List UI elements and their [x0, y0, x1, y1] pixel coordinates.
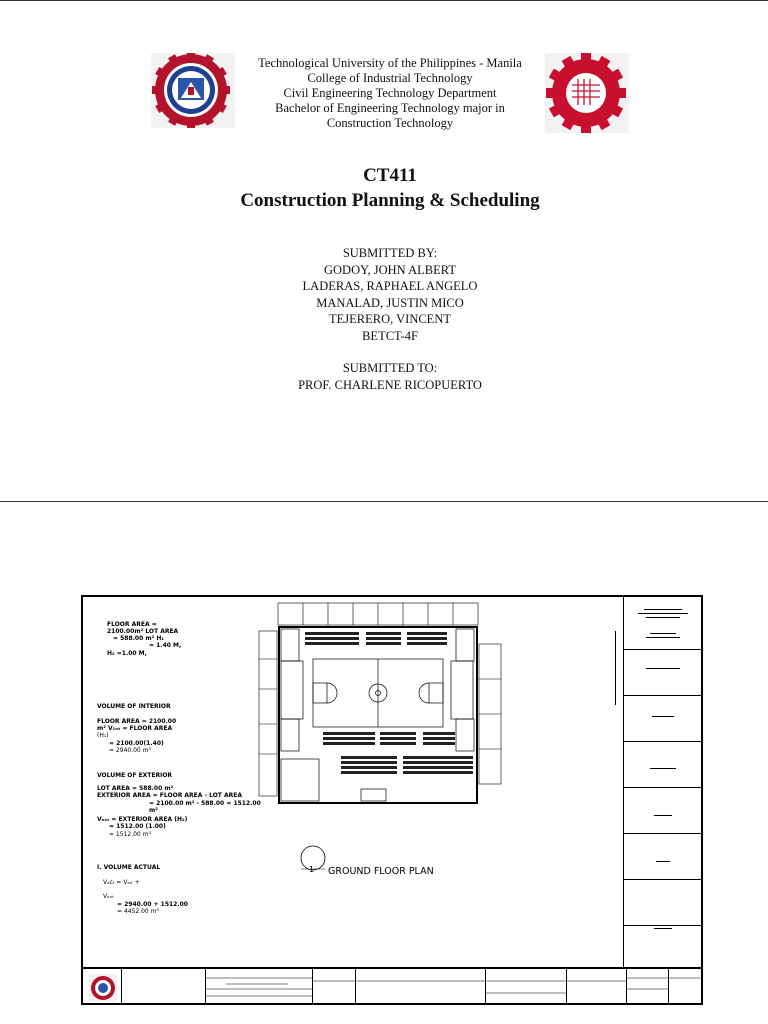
calc-text: = 588.00 m² H₁ — [113, 635, 164, 642]
department-name: Civil Engineering Technology Department — [283, 86, 497, 100]
submitted-to-label: SUBMITTED TO: — [342, 361, 438, 375]
plan-number: 1 — [309, 865, 315, 874]
calc-text: = 1.40 M, — [149, 642, 182, 649]
submitted-to-block — [0, 360, 768, 393]
calc-text: Vₐcₜ = Vᵢₙₜ + — [103, 879, 140, 886]
institution-header — [240, 56, 540, 131]
calc-text: H₂ =1.00 M, — [107, 650, 147, 657]
calc-text: m² V₁ₙₜ = FLOOR AREA — [97, 725, 173, 732]
calc-text: 2100.00m² LOT AREA — [107, 628, 179, 635]
calc-text: = 2940.00 + 1512.00 — [117, 901, 188, 908]
member-name: GODOY, JOHN ALBERT — [323, 262, 456, 277]
professor-name: PROF. CHARLENE RICOPUERTO — [298, 377, 482, 392]
calc-text: = 2940.00 m³ — [109, 747, 151, 754]
submitted-by-block — [0, 245, 768, 344]
submitted-by-label: SUBMITTED BY: — [342, 246, 438, 260]
divider-line — [615, 631, 616, 705]
calc-text: m² — [149, 807, 158, 814]
tup-manila-seal-icon — [151, 53, 235, 128]
strip-lines — [83, 969, 701, 1005]
calc-text: Vₑₓₜ — [103, 893, 115, 900]
title-block-marks — [624, 597, 702, 967]
page-divider — [0, 501, 768, 502]
college-name: College of Industrial Technology — [307, 71, 473, 85]
calc-text: = 1512.00 (1.00) — [109, 823, 166, 830]
member-name: LADERAS, RAPHAEL ANGELO — [302, 279, 478, 293]
calc-heading: VOLUME OF INTERIOR — [97, 703, 171, 710]
drawing-sheet — [81, 595, 703, 1005]
program-line-1: Bachelor of Engineering Technology major in — [275, 101, 505, 115]
calc-heading: VOLUME OF EXTERIOR — [97, 772, 173, 779]
calc-text: (H₁) — [97, 732, 109, 739]
course-code: CT411 — [363, 165, 417, 186]
section-name: BETCT-4F — [362, 328, 418, 343]
member-name: MANALAD, JUSTIN MICO — [316, 295, 464, 310]
calc-text: = 4452.00 m³ — [117, 908, 159, 915]
calc-text: = 1512.00 m³ — [109, 831, 151, 838]
tup-gear-seal-icon — [545, 53, 629, 133]
calc-text: FLOOR AREA = — [107, 621, 157, 628]
page-top-border — [0, 0, 768, 1]
title-block-column — [623, 597, 702, 967]
course-name: Construction Planning & Scheduling — [240, 190, 540, 211]
program-line-2: Construction Technology — [326, 116, 454, 130]
plan-title: GROUND FLOOR PLAN — [328, 866, 434, 877]
calc-text: LOT AREA = 588.00 m² — [97, 785, 174, 792]
calc-text: FLOOR AREA = 2100.00 — [97, 718, 177, 725]
calc-text: = 2100.00(1.40) — [109, 740, 164, 747]
calc-text: Vₑₓₜ = EXTERIOR AREA (H₂) — [97, 816, 188, 823]
calc-text: = 2100.00 m² - 588.00 = 1512.00 — [149, 800, 261, 807]
calc-heading: I. VOLUME ACTUAL — [97, 864, 161, 871]
member-name: TEJERERO, VINCENT — [329, 312, 451, 326]
bottom-title-strip — [83, 967, 701, 1007]
calc-text: EXTERIOR AREA = FLOOR AREA - LOT AREA — [97, 792, 242, 799]
floor-plan-drawing — [253, 599, 503, 804]
university-name: Technological University of the Philippines - Manila — [258, 56, 522, 70]
